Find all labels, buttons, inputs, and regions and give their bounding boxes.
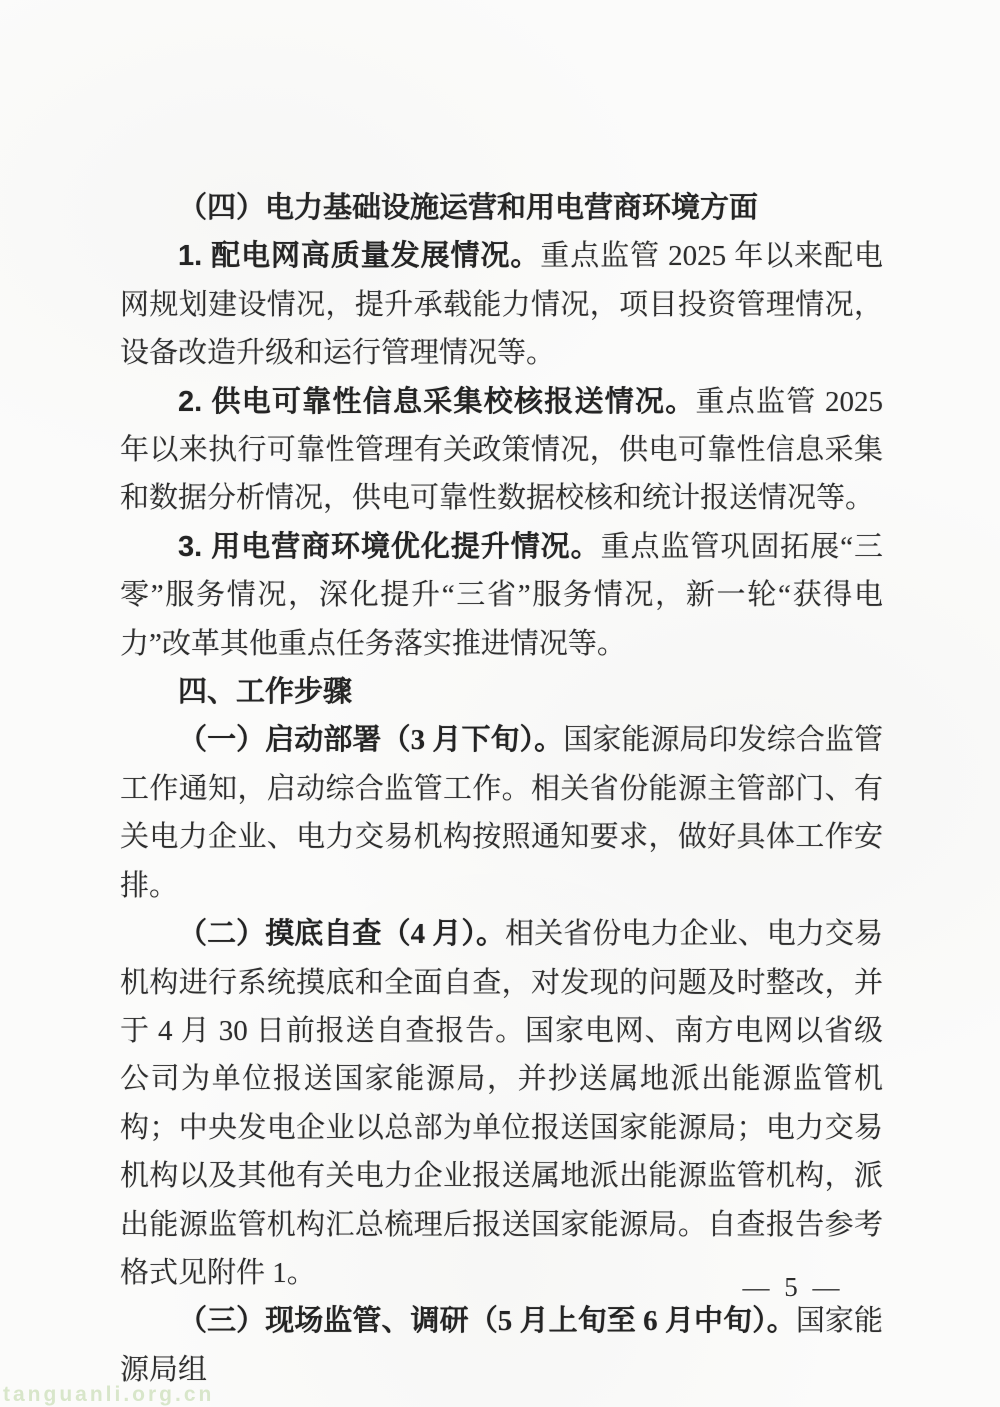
paragraph-step-2 xyxy=(120,910,883,1297)
paragraph-step-2-body: 相关省份电力企业、电力交易机构进行系统摸底和全面自查，对发现的问题及时整改，并于 4 月 30 日前报送自查报告。国家电网、南方电网以省级公司为单位报送国家能源局，并抄送属地派出能源监管机构；中央发电企业以总部为单位报送国家能源局；电力交易机构以及其他有关电力企业报送属地派出能源监管机构，派出能源监管机构汇总梳理后报送国家能源局。自查报告参考格式见附件 1。 xyxy=(120,918,883,1289)
section-heading-4: （四）电力基础设施运营和用电营商环境方面 xyxy=(178,192,759,224)
paragraph-item-1 xyxy=(120,232,883,377)
paragraph-item-2-lead: 2. 供电可靠性信息采集校核报送情况。 xyxy=(178,385,696,418)
document-body xyxy=(120,184,883,1394)
section-heading-steps: 四、工作步骤 xyxy=(178,676,353,709)
paragraph-item-1-lead: 1. 配电网高质量发展情况。 xyxy=(178,240,541,273)
page-number: — 5 — xyxy=(742,1272,844,1302)
paragraph-step-1 xyxy=(120,716,883,910)
paragraph-step-2-lead: （二）摸底自查（4 月）。 xyxy=(178,918,506,951)
paragraph-step-1-lead: （一）启动部署（3 月下旬）。 xyxy=(178,724,564,757)
paragraph-item-3-lead: 3. 用电营商环境优化提升情况。 xyxy=(178,530,601,563)
paragraph-step-3-body: 国家能源局组 xyxy=(120,1305,883,1386)
paragraph-step-3 xyxy=(120,1297,883,1394)
paragraph-item-3-body: 重点监管巩固拓展“三零”服务情况，深化提升“三省”服务情况，新一轮“获得电力”改革其他重点任务落实推进情况等。 xyxy=(120,530,883,660)
paragraph-item-3 xyxy=(120,523,883,668)
paragraph-item-2-body: 重点监管 2025 年以来执行可靠性管理有关政策情况，供电可靠性信息采集和数据分析情况，供电可靠性数据校核和统计报送情况等。 xyxy=(120,385,883,515)
paragraph-item-1-body: 重点监管 2025 年以来配电网规划建设情况，提升承载能力情况，项目投资管理情况，设备改造升级和运行管理情况等。 xyxy=(120,240,883,370)
paragraph-item-2 xyxy=(120,378,883,523)
watermark-text: tanguanli.org.cn xyxy=(3,1383,215,1406)
paragraph-step-3-lead: （三）现场监管、调研（5 月上旬至 6 月中旬）。 xyxy=(178,1305,796,1338)
paragraph-step-1-body: 国家能源局印发综合监管工作通知，启动综合监管工作。相关省份能源主管部门、有关电力企业、电力交易机构按照通知要求，做好具体工作安排。 xyxy=(120,724,883,902)
